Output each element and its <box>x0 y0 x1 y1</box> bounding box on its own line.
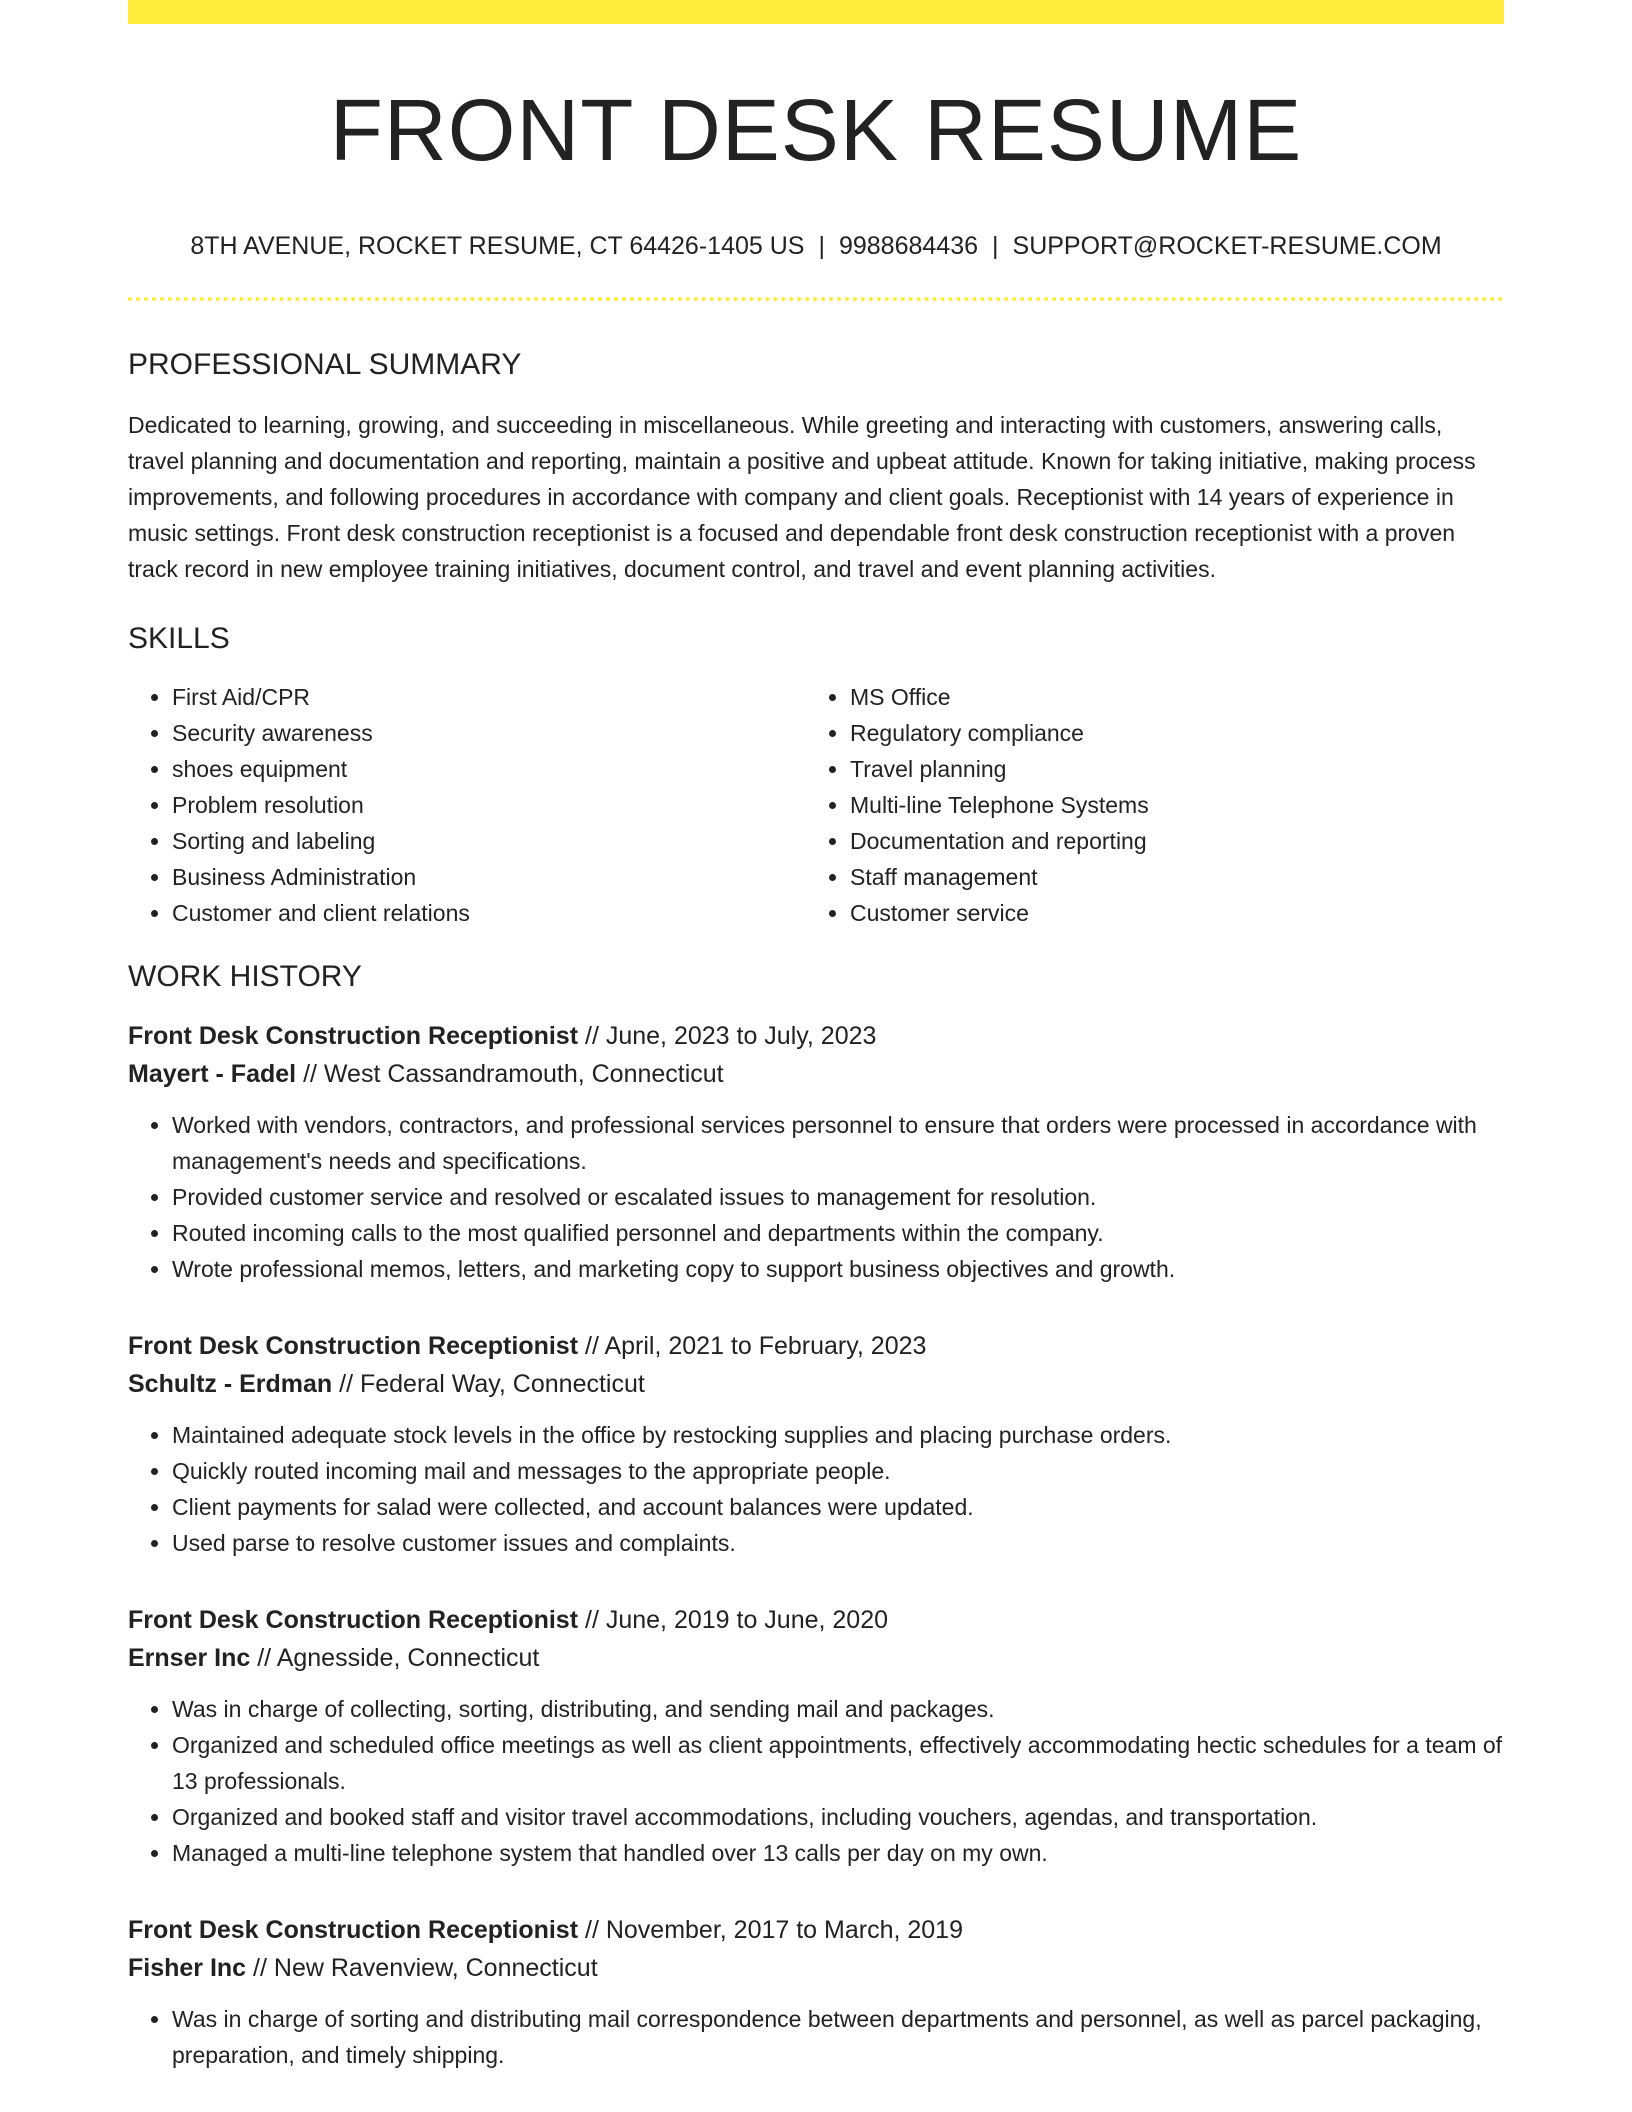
job-company: Ernser Inc <box>128 1643 251 1672</box>
skill-item: • Travel planning <box>850 751 1484 787</box>
job-duty-item: • Managed a multi-line telephone system that handled over 13 calls per day on my own. <box>172 1835 1504 1871</box>
skill-item: • Multi-line Telephone Systems <box>850 787 1484 823</box>
job-duty-item: • Provided customer service and resolved or escalated issues to management for resolution. <box>172 1179 1504 1215</box>
skill-item: • Regulatory compliance <box>850 715 1484 751</box>
job-title-line <box>128 1327 1504 1365</box>
contact-separator: | <box>818 231 825 260</box>
job-duties-list <box>128 1691 1504 1871</box>
resume-title: FRONT DESK RESUME <box>329 82 1303 179</box>
job-role: Front Desk Construction Receptionist <box>128 1021 579 1050</box>
job-dates: // April, 2021 to February, 2023 <box>585 1331 927 1360</box>
job-duties-list <box>128 1417 1504 1561</box>
job-duty-item: • Quickly routed incoming mail and messages to the appropriate people. <box>172 1453 1504 1489</box>
job-location: // Agnesside, Connecticut <box>257 1643 540 1672</box>
job-title-line <box>128 1601 1504 1639</box>
job-dates: // June, 2019 to June, 2020 <box>585 1605 889 1634</box>
skill-item: • Business Administration <box>172 859 806 895</box>
job-entry <box>128 1601 1504 1871</box>
job-role: Front Desk Construction Receptionist <box>128 1915 579 1944</box>
dotted-divider <box>128 297 1504 301</box>
contact-phone: 9988684436 <box>838 231 979 260</box>
job-duty-item: • Was in charge of sorting and distributing mail correspondence between departments and personnel, as well as parcel packaging, preparation, and timely shipping. <box>172 2001 1504 2073</box>
job-company-line <box>128 1639 1504 1677</box>
skill-item: • MS Office <box>850 679 1484 715</box>
job-company-line <box>128 1055 1504 1093</box>
skills-columns <box>128 679 1504 931</box>
skill-item: • Problem resolution <box>172 787 806 823</box>
job-entry <box>128 1327 1504 1561</box>
summary-text: Dedicated to learning, growing, and succeeding in miscellaneous. While greeting and interacting with customers, answering calls, travel planning and documentation and reporting, maintain a positive and upbeat attitude. Known for taking initiative, making process improvements, and following procedures in accordance with company and client goals. Receptionist with 14 years of experience in music settings. Front desk construction receptionist is a focused and dependable front desk construction receptionist with a proven track record in new employee training initiatives, document control, and travel and event planning activities. <box>128 411 1476 582</box>
job-title-line <box>128 1911 1504 1949</box>
job-title-line <box>128 1017 1504 1055</box>
job-duty-item: • Was in charge of collecting, sorting, distributing, and sending mail and packages. <box>172 1691 1504 1727</box>
job-company: Mayert - Fadel <box>128 1059 297 1088</box>
job-location: // Federal Way, Connecticut <box>339 1369 645 1398</box>
job-duty-item: • Client payments for salad were collected, and account balances were updated. <box>172 1489 1504 1525</box>
job-location: // West Cassandramouth, Connecticut <box>303 1059 724 1088</box>
job-dates: // November, 2017 to March, 2019 <box>585 1915 963 1944</box>
skill-item: • Customer service <box>850 895 1484 931</box>
skill-item: • Sorting and labeling <box>172 823 806 859</box>
skill-item: • Documentation and reporting <box>850 823 1484 859</box>
job-company: Fisher Inc <box>128 1953 247 1982</box>
contact-address: 8TH AVENUE, ROCKET RESUME, CT 64426-1405 US <box>190 231 805 260</box>
job-duties-list <box>128 2001 1504 2073</box>
accent-top-bar <box>128 0 1504 24</box>
job-duty-item: • Worked with vendors, contractors, and professional services personnel to ensure that orders were processed in accordance with management's needs and specifications. <box>172 1107 1504 1179</box>
summary-heading: PROFESSIONAL SUMMARY <box>128 347 522 381</box>
skill-item: • Security awareness <box>172 715 806 751</box>
job-duties-list <box>128 1107 1504 1287</box>
contact-separator: | <box>992 231 999 260</box>
job-location: // New Ravenview, Connecticut <box>253 1953 598 1982</box>
work-history-list <box>128 1017 1504 2073</box>
skills-list-right <box>806 679 1484 931</box>
skills-heading: SKILLS <box>128 621 230 655</box>
job-entry <box>128 1911 1504 2073</box>
job-duty-item: • Routed incoming calls to the most qualified personnel and departments within the company. <box>172 1215 1504 1251</box>
skill-item: • shoes equipment <box>172 751 806 787</box>
contact-email: SUPPORT@ROCKET-RESUME.COM <box>1012 231 1442 260</box>
job-duty-item: • Organized and booked staff and visitor travel accommodations, including vouchers, agendas, and transportation. <box>172 1799 1504 1835</box>
skills-list-left <box>128 679 806 931</box>
skill-item: • Customer and client relations <box>172 895 806 931</box>
skill-item: • First Aid/CPR <box>172 679 806 715</box>
job-company-line <box>128 1365 1504 1403</box>
job-duty-item: • Used parse to resolve customer issues and complaints. <box>172 1525 1504 1561</box>
contact-line <box>128 231 1504 261</box>
work-history-heading: WORK HISTORY <box>128 959 362 993</box>
job-company: Schultz - Erdman <box>128 1369 333 1398</box>
job-duty-item: • Organized and scheduled office meetings as well as client appointments, effectively accommodating hectic schedules for a team of 13 professionals. <box>172 1727 1504 1799</box>
skill-item: • Staff management <box>850 859 1484 895</box>
job-role: Front Desk Construction Receptionist <box>128 1331 579 1360</box>
resume-page <box>128 0 1504 2073</box>
job-entry <box>128 1017 1504 1287</box>
job-duty-item: • Wrote professional memos, letters, and marketing copy to support business objectives and growth. <box>172 1251 1504 1287</box>
job-dates: // June, 2023 to July, 2023 <box>585 1021 877 1050</box>
job-company-line <box>128 1949 1504 1987</box>
job-role: Front Desk Construction Receptionist <box>128 1605 579 1634</box>
job-duty-item: • Maintained adequate stock levels in the office by restocking supplies and placing purchase orders. <box>172 1417 1504 1453</box>
